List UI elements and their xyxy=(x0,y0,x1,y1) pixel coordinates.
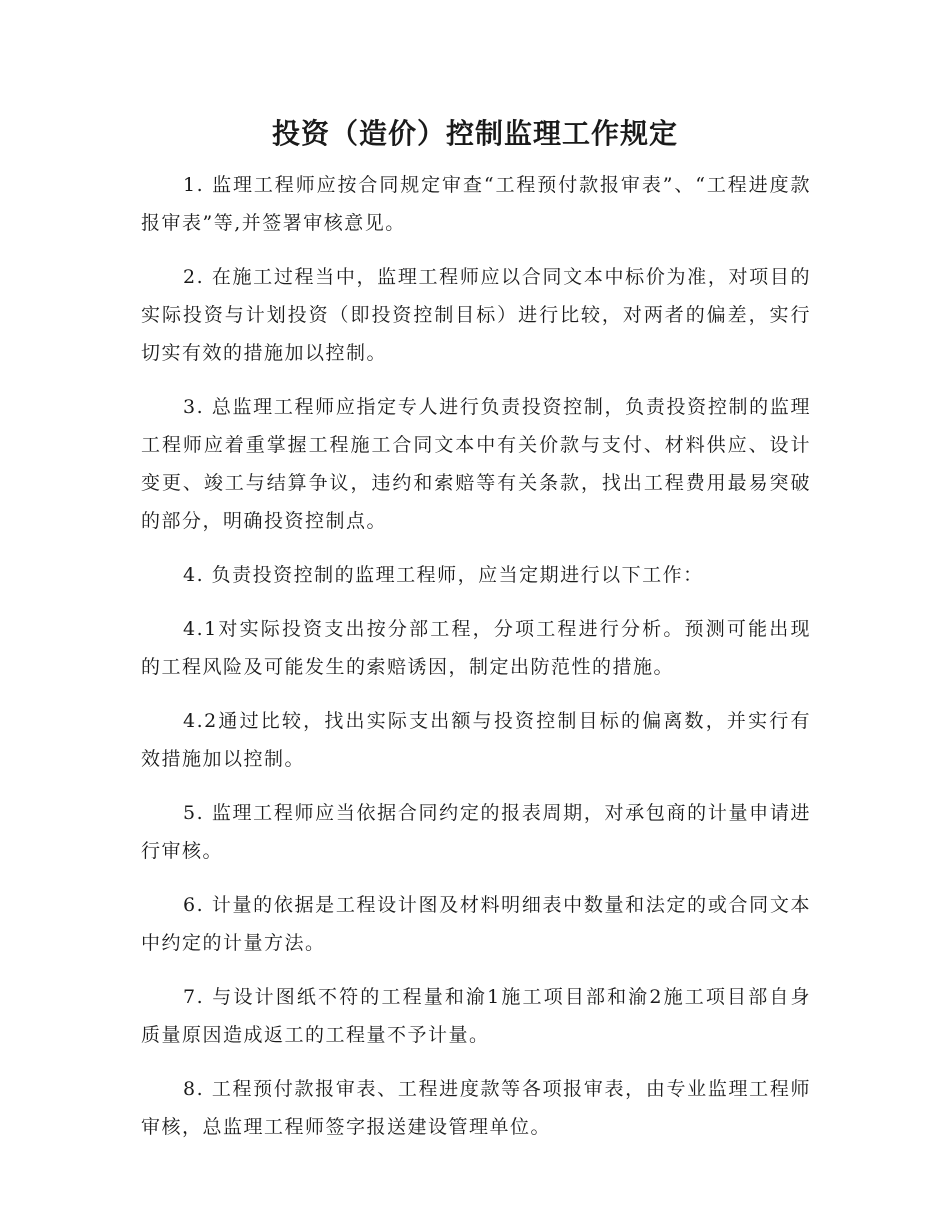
paragraph-2: 2. 在施工过程当中，监理工程师应以合同文本中标价为准，对项目的实际投资与计划投资（即投资控制目标）进行比较，对两者的偏差，实行切实有效的措施加以控制。 xyxy=(141,266,811,364)
document-body xyxy=(141,166,811,1162)
paragraph-8: 8. 工程预付款报审表、工程进度款等各项报审表，由专业监理工程师审核，总监理工程师签字报送建设管理单位。 xyxy=(141,1078,811,1138)
document-title: 投资（造价）控制监理工作规定 xyxy=(271,117,678,150)
paragraph-1: 1. 监理工程师应按合同规定审查“工程预付款报审表”、“工程进度款报审表”等,并签署审核意见。 xyxy=(141,174,811,234)
paragraph-7: 7. 与设计图纸不符的工程量和渝1施工项目部和渝2施工项目部自身质量原因造成返工的工程量不予计量。 xyxy=(141,986,811,1046)
paragraph-4: 4. 负责投资控制的监理工程师，应当定期进行以下工作： xyxy=(183,564,704,586)
paragraph-6: 6. 计量的依据是工程设计图及材料明细表中数量和法定的或合同文本中约定的计量方法。 xyxy=(141,894,811,954)
paragraph-4-1: 4.1对实际投资支出按分部工程，分项工程进行分析。预测可能出现的工程风险及可能发生的索赔诱因，制定出防范性的措施。 xyxy=(141,618,811,678)
paragraph-4-2: 4.2通过比较，找出实际支出额与投资控制目标的偏离数，并实行有效措施加以控制。 xyxy=(141,710,811,770)
paragraph-3: 3. 总监理工程师应指定专人进行负责投资控制，负责投资控制的监理工程师应着重掌握工程施工合同文本中有关价款与支付、材料供应、设计变更、竣工与结算争议，违约和索赔等有关条款，找出工程费用最易突破的部分，明确投资控制点。 xyxy=(141,396,811,532)
paragraph-5: 5. 监理工程师应当依据合同约定的报表周期，对承包商的计量申请进行审核。 xyxy=(141,802,811,862)
